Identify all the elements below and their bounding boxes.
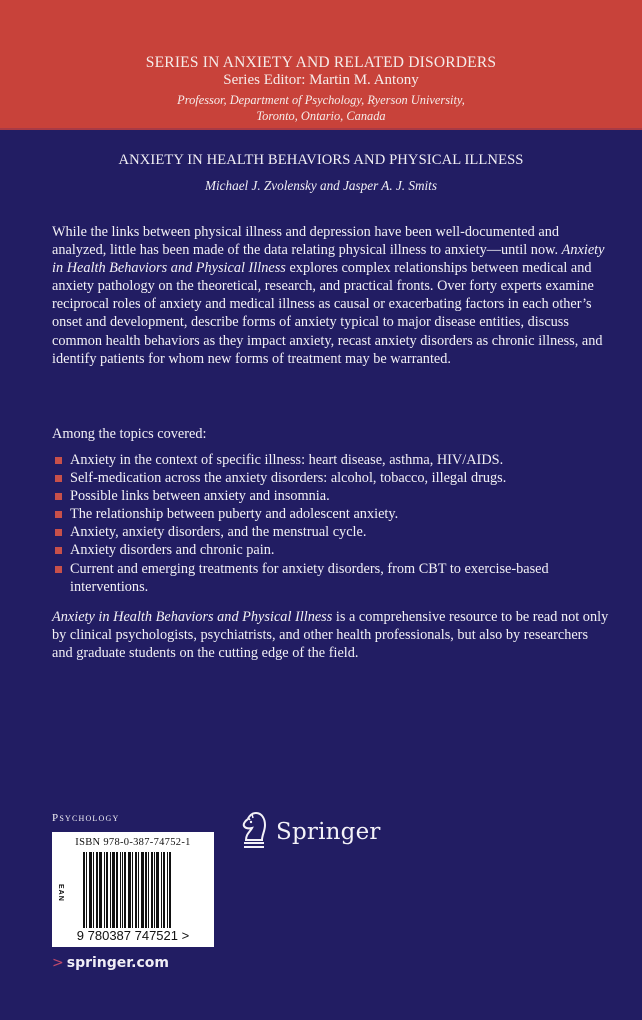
series-editor: Series Editor: Martin M. Antony [223, 72, 419, 88]
square-bullet-icon [55, 566, 62, 573]
website-link[interactable] [52, 955, 169, 971]
topic-item [52, 505, 612, 523]
publisher-name: Springer [276, 819, 381, 845]
topic-item [52, 541, 612, 559]
book-title: ANXIETY IN HEALTH BEHAVIORS AND PHYSICAL ILLNESS [118, 152, 524, 168]
category-label: Psychology [52, 812, 120, 824]
topic-text: Anxiety disorders and chronic pain. [70, 542, 275, 559]
editor-affiliation [0, 92, 642, 124]
topic-text: Anxiety, anxiety disorders, and the menstrual cycle. [70, 524, 367, 541]
blurb-book-title: Anxiety in Health Behaviors and Physical Illness [52, 242, 605, 277]
ean-digits-text: 9 780387 747521 > [76, 928, 190, 943]
series-title: SERIES IN ANXIETY AND RELATED DISORDERS [145, 54, 497, 71]
barcode-icon [83, 852, 191, 932]
square-bullet-icon [55, 493, 62, 500]
closing-text: is a comprehensive resource to be read not only by clinical psychologists, psychiatrists, and other health professionals, but also by researchers and graduate students on the cutting edge of the field. [52, 609, 609, 662]
barcode-box [52, 832, 214, 947]
series-header-band [0, 0, 642, 130]
topic-text: Self-medication across the anxiety disorders: alcohol, tobacco, illegal drugs. [70, 470, 507, 487]
ean-label: EAN [57, 884, 64, 902]
topics-list [52, 451, 612, 596]
topic-item [52, 469, 612, 487]
website-text: springer.com [66, 955, 170, 971]
topic-item [52, 560, 612, 596]
blurb-paragraph [52, 223, 612, 368]
topic-item [52, 523, 612, 541]
topics-intro: Among the topics covered: [52, 426, 207, 442]
closing-paragraph [52, 608, 612, 662]
topic-text: Possible links between anxiety and insomnia. [70, 488, 330, 505]
publisher-logo [240, 812, 381, 852]
closing-book-title: Anxiety in Health Behaviors and Physical Illness [52, 609, 333, 625]
square-bullet-icon [55, 547, 62, 554]
square-bullet-icon [55, 457, 62, 464]
isbn: ISBN 978-0-387-74752-1 [75, 837, 191, 848]
blurb-text-1: While the links between physical illness and depression have been well-documented and analyzed, little has been made of the data relating physical illness to anxiety—until now. [52, 224, 562, 259]
topic-item [52, 451, 612, 469]
topic-text: Current and emerging treatments for anxiety disorders, from CBT to exercise-based interventions. [70, 560, 549, 595]
chevron-right-icon: > [52, 955, 64, 971]
square-bullet-icon [55, 475, 62, 482]
book-authors: Michael J. Zvolensky and Jasper A. J. Smits [205, 178, 437, 193]
affiliation-line-1: Professor, Department of Psychology, Ryerson University, [177, 93, 465, 107]
blurb-text-2: explores complex relationships between medical and anxiety pathology on the theoretical, research, and practical fronts. Over forty experts examine reciprocal roles of anxiety and medical illness as causal or exacerbating factors in each other’s onset and development, describe forms of anxiety typical to major disease entities, discuss common health behaviors as they impact anxiety, recast anxiety disorders as chronic illness, and identify patients for whom new forms of treatment may be warranted. [52, 260, 603, 367]
topic-item [52, 487, 612, 505]
ean-digits [52, 928, 214, 943]
square-bullet-icon [55, 511, 62, 518]
square-bullet-icon [55, 529, 62, 536]
knight-chess-piece-icon [240, 810, 268, 855]
topic-text: The relationship between puberty and adolescent anxiety. [70, 506, 399, 523]
topic-text: Anxiety in the context of specific illness: heart disease, asthma, HIV/AIDS. [70, 452, 504, 468]
affiliation-line-2: Toronto, Ontario, Canada [256, 109, 386, 123]
